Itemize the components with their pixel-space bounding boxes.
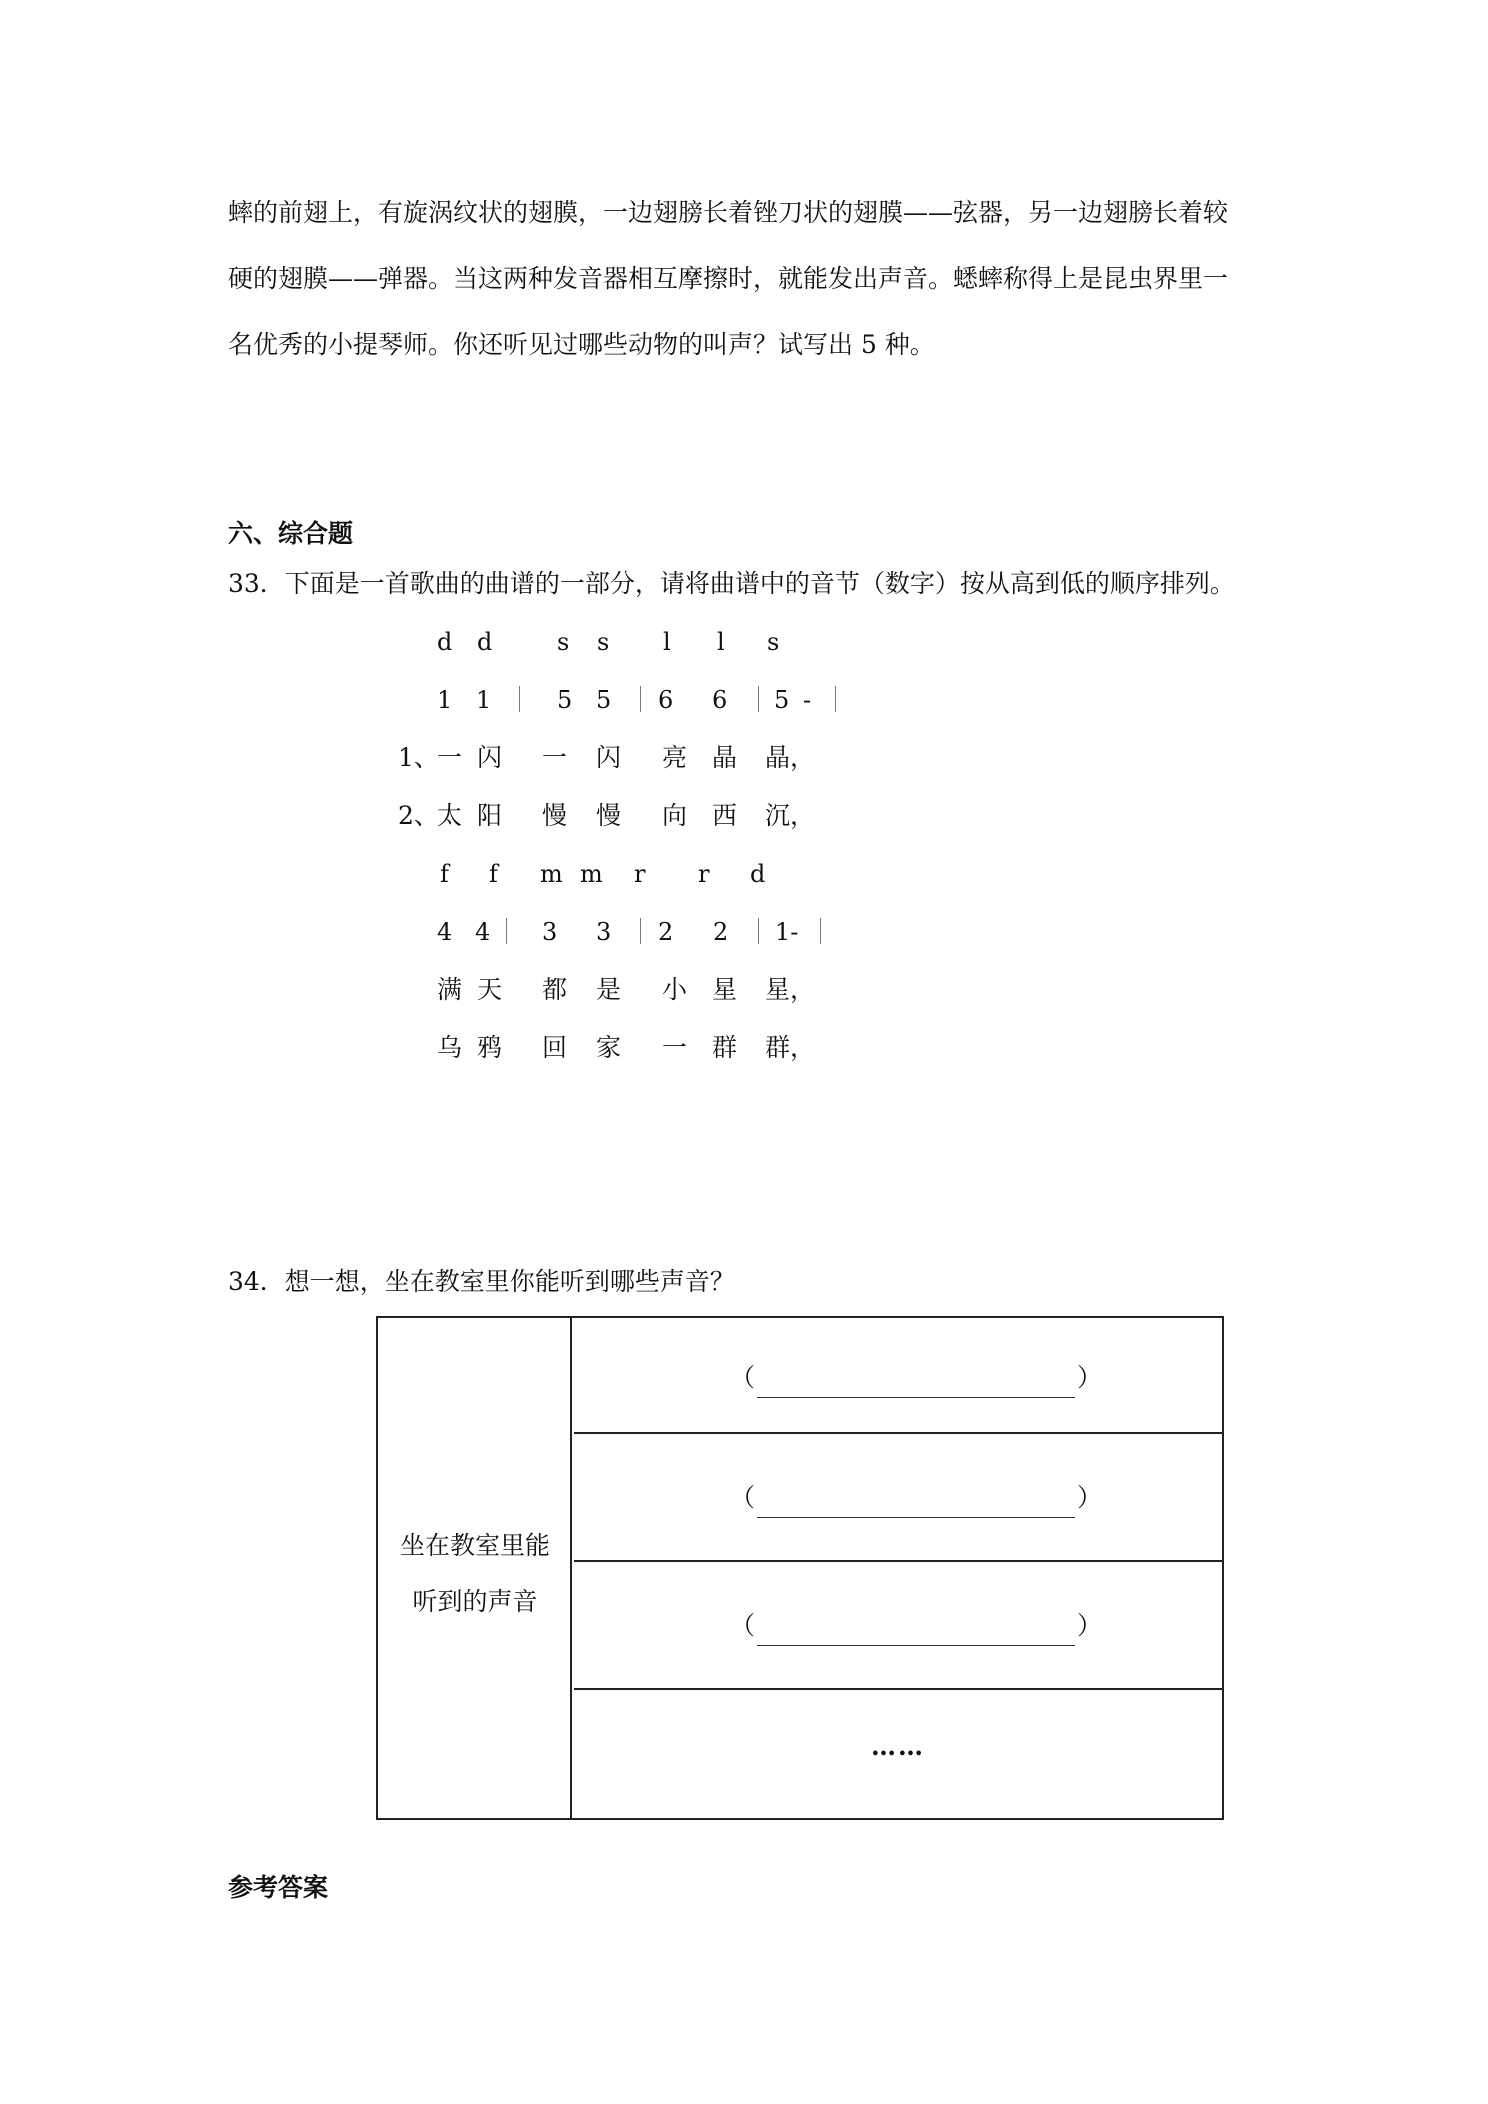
note-number: 6 (712, 686, 728, 714)
lyric-char: 沉， (765, 801, 816, 830)
lyric-char: 晶， (765, 743, 816, 772)
bar-line (519, 686, 520, 712)
blank-underline[interactable] (757, 1619, 1075, 1646)
close-paren: ） (1077, 1611, 1103, 1640)
answer-blank[interactable] (730, 1358, 1102, 1398)
lyric-char: 都 (542, 975, 568, 1004)
close-paren: ） (1077, 1363, 1103, 1392)
answer-blank[interactable] (730, 1606, 1102, 1646)
lyric-char: 闪 (477, 743, 503, 772)
question-34-text: 34．想一想，坐在教室里你能听到哪些声音？ (228, 1267, 735, 1296)
open-paren: （ (730, 1611, 756, 1640)
lyric-char: 是 (596, 975, 622, 1004)
lyric-char: 阳 (477, 801, 503, 830)
lyric-char: 回 (542, 1033, 568, 1062)
note-number: 4 (437, 918, 453, 946)
bar-line (640, 918, 641, 944)
note-number: 3 (542, 918, 558, 946)
lyric-char: 慢 (596, 801, 622, 830)
solfa-syllable: m (540, 860, 563, 888)
lyric-char: 乌 (437, 1033, 463, 1062)
lyric-char: 亮 (662, 743, 688, 772)
bar-line (758, 686, 759, 712)
note-number: 6 (658, 686, 674, 714)
table-label-cell (378, 1318, 572, 1818)
answer-row (574, 1318, 1222, 1434)
paragraph-line: 名优秀的小提琴师。你还听见过哪些动物的叫声？试写出 5 种。 (228, 330, 935, 359)
note-number: 1- (775, 918, 799, 946)
answer-table (376, 1316, 1224, 1820)
open-paren: （ (730, 1363, 756, 1392)
lyric-char: 太 (437, 801, 463, 830)
lyric-verse-number: 1、 (398, 743, 439, 772)
solfa-syllable: d (437, 628, 453, 656)
blank-underline[interactable] (757, 1371, 1075, 1398)
lyric-char: 星， (765, 975, 816, 1004)
answer-blank[interactable] (730, 1478, 1102, 1518)
solfa-syllable: d (750, 860, 766, 888)
table-label (378, 1518, 572, 1630)
lyric-char: 天 (477, 975, 503, 1004)
lyric-char: 晶 (712, 743, 738, 772)
lyric-char: 鸦 (477, 1033, 503, 1062)
lyric-char: 一 (542, 743, 568, 772)
solfa-syllable: r (634, 860, 646, 888)
solfa-syllable: l (717, 628, 725, 656)
note-number: 1 (476, 686, 492, 714)
question-33-text: 33．下面是一首歌曲的曲谱的一部分，请将曲谱中的音节（数字）按从高到低的顺序排列。 (228, 569, 1235, 598)
open-paren: （ (730, 1483, 756, 1512)
paragraph-line: 硬的翅膜——弹器。当这两种发音器相互摩擦时，就能发出声音。蟋蟀称得上是昆虫界里一 (228, 264, 1229, 293)
lyric-char: 小 (662, 975, 688, 1004)
solfa-syllable: d (477, 628, 493, 656)
answers-heading: 参考答案 (228, 1873, 329, 1902)
note-number: 1 (437, 686, 453, 714)
note-number: 4 (475, 918, 491, 946)
note-number: 5 (557, 686, 573, 714)
solfa-syllable: l (663, 628, 671, 656)
lyric-char: 一 (437, 743, 463, 772)
note-number: 2 (658, 918, 674, 946)
note-number: 2 (713, 918, 729, 946)
lyric-char: 一 (662, 1033, 688, 1062)
lyric-char: 西 (712, 801, 738, 830)
bar-line (506, 918, 507, 944)
solfa-syllable: f (440, 860, 449, 888)
lyric-char: 闪 (596, 743, 622, 772)
answer-row (574, 1690, 1222, 1818)
lyric-char: 星 (712, 975, 738, 1004)
lyric-char: 群， (765, 1033, 816, 1062)
solfa-syllable: m (580, 860, 603, 888)
solfa-syllable: r (698, 860, 710, 888)
table-ellipsis: …… (871, 1732, 925, 1761)
blank-underline[interactable] (757, 1491, 1075, 1518)
table-label-line: 听到的声音 (412, 1587, 538, 1616)
bar-line (758, 918, 759, 944)
bar-line (820, 918, 821, 944)
lyric-verse-number: 2、 (398, 801, 439, 830)
note-dash: - (803, 686, 812, 714)
answer-row (574, 1562, 1222, 1690)
lyric-char: 家 (596, 1033, 622, 1062)
lyric-char: 群 (712, 1033, 738, 1062)
solfa-syllable: s (767, 628, 780, 656)
section-heading: 六、综合题 (228, 519, 354, 548)
table-label-line: 坐在教室里能 (399, 1531, 550, 1560)
note-number: 3 (596, 918, 612, 946)
note-number: 5 (774, 686, 790, 714)
bar-line (640, 686, 641, 712)
lyric-char: 向 (662, 801, 688, 830)
note-number: 5 (596, 686, 612, 714)
solfa-syllable: s (557, 628, 570, 656)
close-paren: ） (1077, 1483, 1103, 1512)
lyric-char: 慢 (542, 801, 568, 830)
lyric-char: 满 (437, 975, 463, 1004)
paragraph-line: 蟀的前翅上，有旋涡纹状的翅膜，一边翅膀长着锉刀状的翅膜——弦器，另一边翅膀长着较 (228, 198, 1229, 227)
answer-row (574, 1434, 1222, 1562)
bar-line (835, 686, 836, 712)
solfa-syllable: s (597, 628, 610, 656)
solfa-syllable: f (489, 860, 498, 888)
